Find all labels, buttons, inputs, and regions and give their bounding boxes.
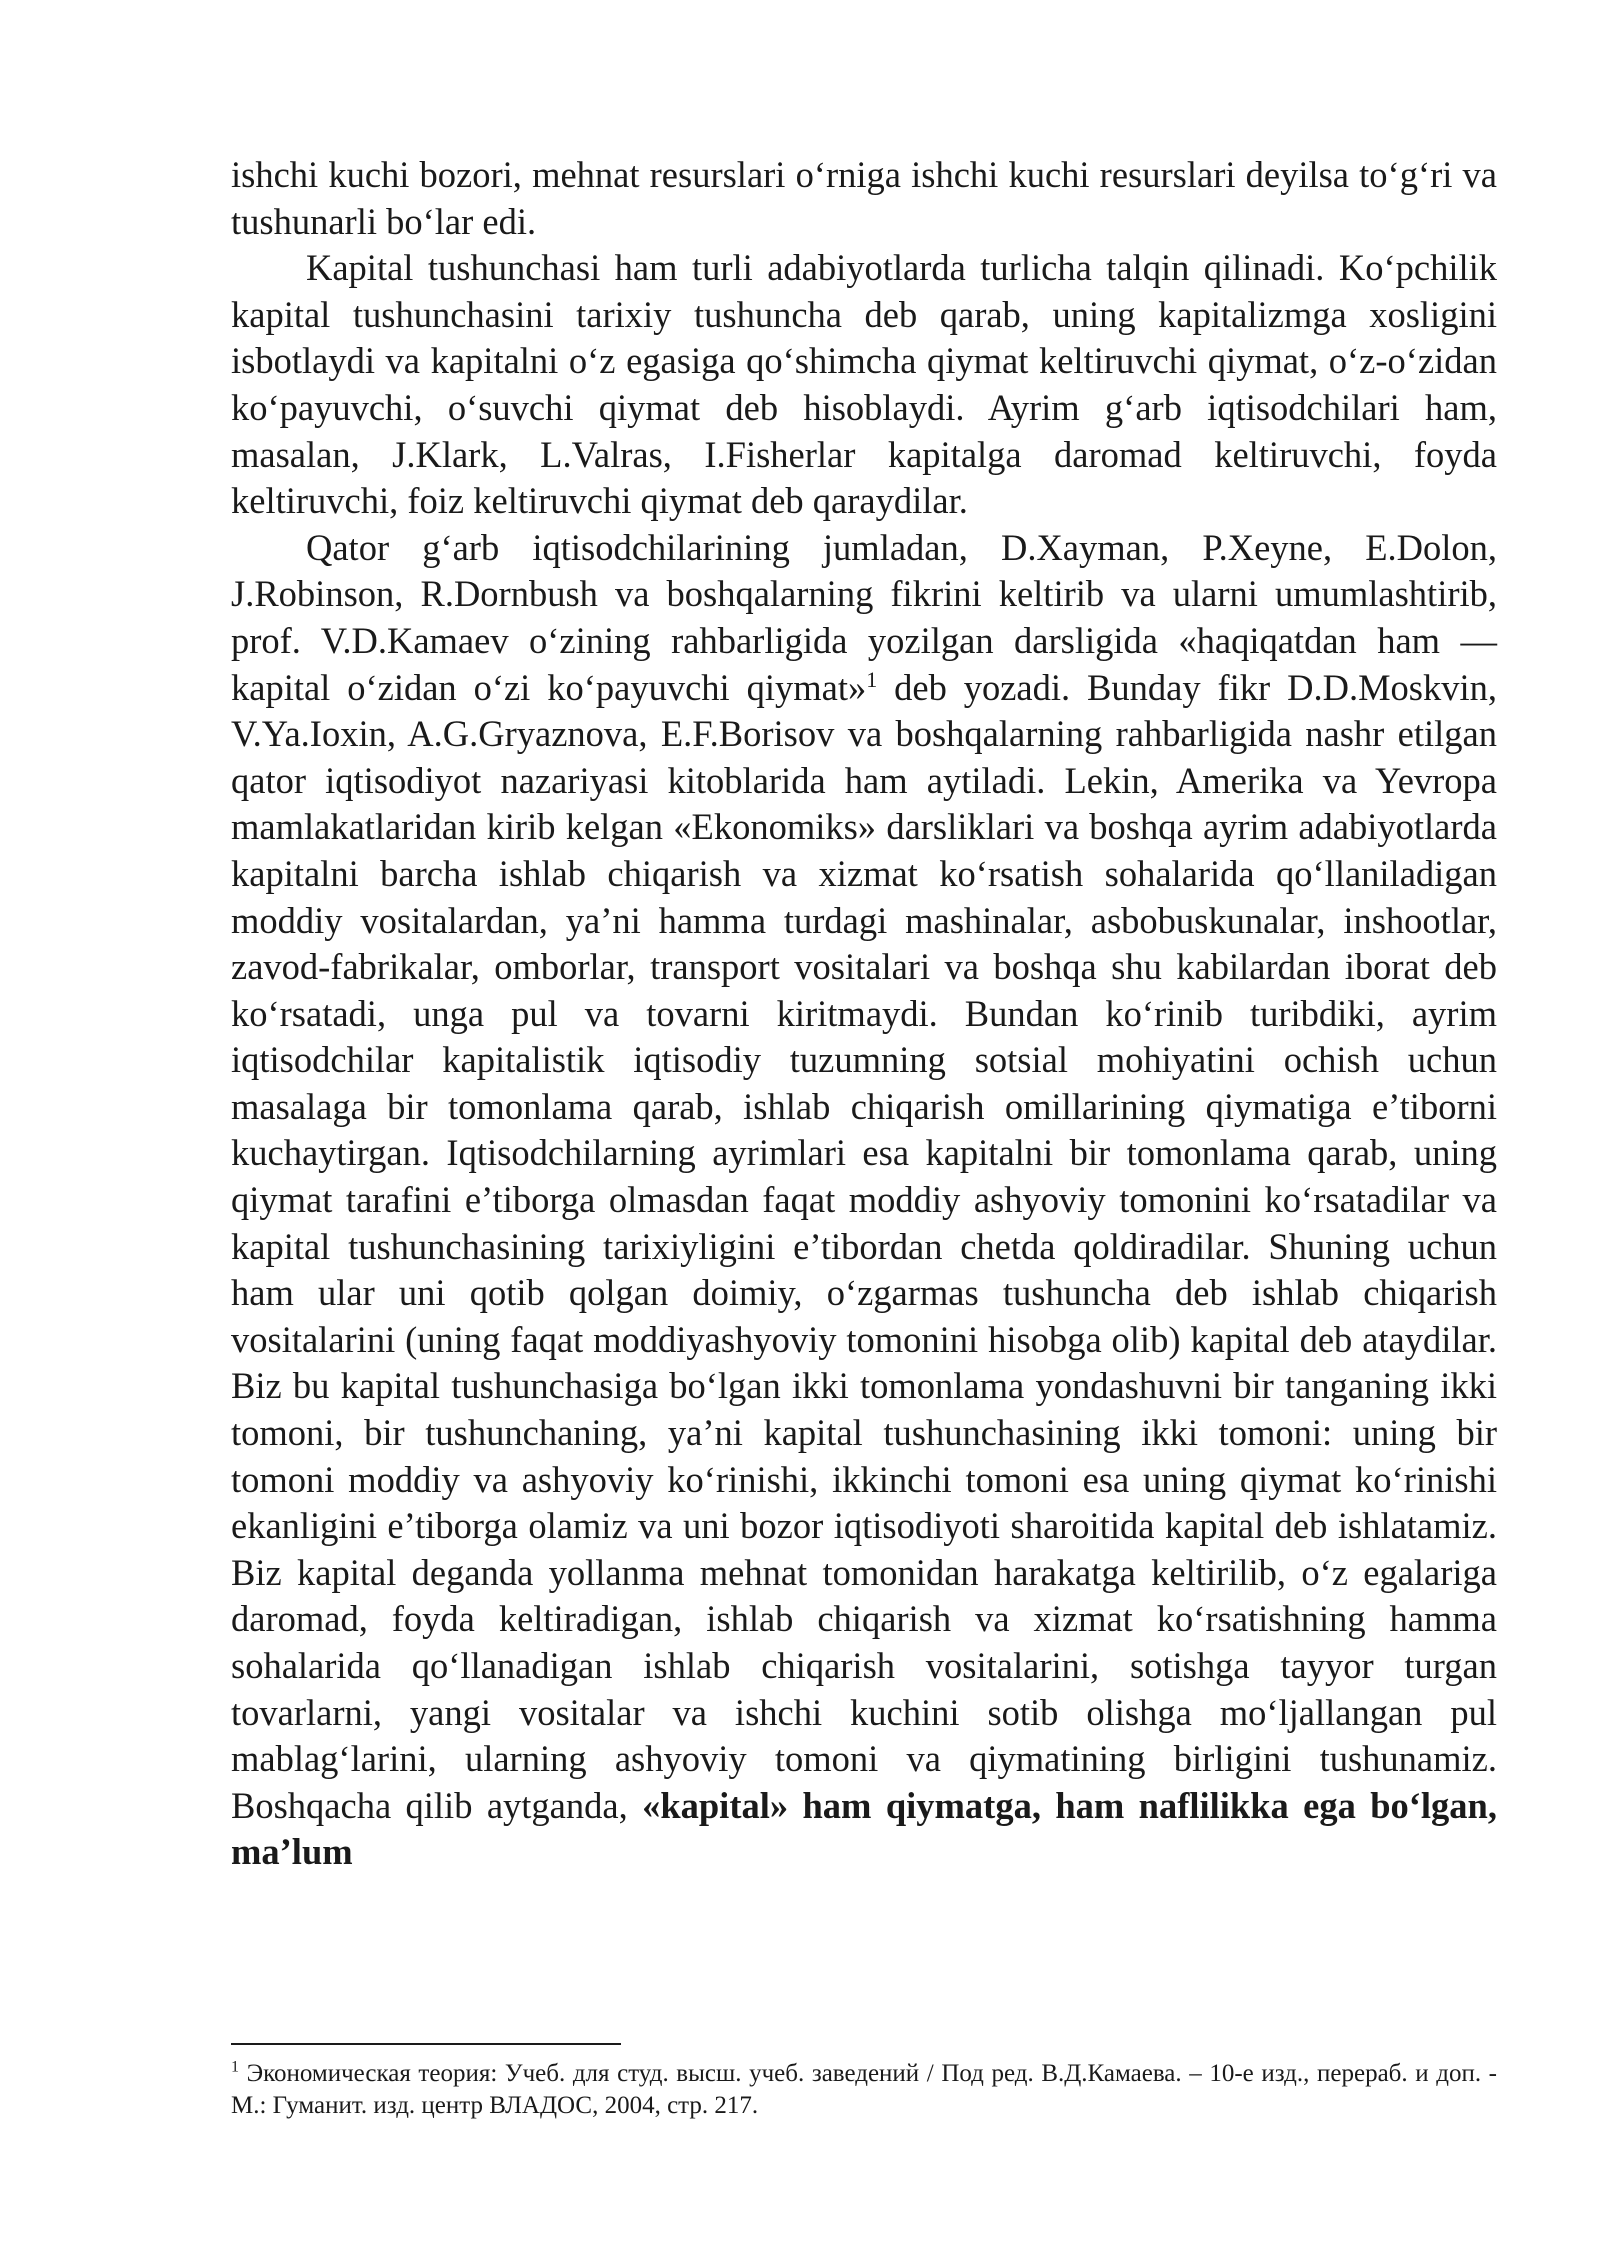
paragraph-2: Kapital tushunchasi ham turli adabiyotlarda turlicha talqin qilinadi. Ko‘pchilik kapital tushunchasini tarixiy tushuncha deb qarab, uning kapitalizmga xosligini isbotlaydi va kapitalni o‘z egasiga qo‘shimcha qiymat keltiruvchi qiymat, o‘z-o‘zidan ko‘payuvchi, o‘suvchi qiymat deb hisoblaydi. Ayrim g‘arb iqtisodchilari ham, masalan, J.Klark, L.Valras, I.Fisherlar kapitalga daromad keltiruvchi, foyda keltiruvchi, foiz keltiruvchi qiymat deb qaraydilar. (231, 247, 1497, 522)
paragraph-3-text-main: deb yozadi. Bunday fikr D.D.Moskvin, V.Ya.Ioxin, A.G.Gryaznova, E.F.Borisov va boshqalarning rahbarligida nashr etilgan qator iqtisodiyot nazariyasi kitoblarida ham aytiladi. Lekin, Amerika va Yevropa mamlakatlaridan kirib kelgan «Ekonomiks» darsliklari va boshqa ayrim adabiyotlarda kapitalni barcha ishlab chiqarish va xizmat ko‘rsatish sohalarida qo‘llaniladigan moddiy vositalardan, ya’ni hamma turdagi mashinalar, asbobuskunalar, inshootlar, zavod-fabrikalar, omborlar, transport vositalari va boshqa shu kabilardan iborat deb ko‘rsatadi, unga pul va tovarni kiritmaydi. Bundan ko‘rinib turibdiki, ayrim iqtisodchilar kapitalistik iqtisodiy tuzumning sotsial mohiyatini ochish uchun masalaga bir tomonlama qarab, ishlab chiqarish omillarining qiymatiga e’tiborni kuchaytirgan. Iqtisodchilarning ayrimlari esa kapitalni bir tomonlama qarab, uning qiymat tarafini e’tiborga olmasdan faqat moddiy ashyoviy tomonini ko‘rsatadilar va kapital tushunchasining tarixiyligini e’tibordan chetda qoldiradilar. Shuning uchun ham ular uni qotib qolgan doimiy, o‘zgarmas tushuncha deb ishlab chiqarish vositalarini (uning faqat moddiyashyoviy tomonini hisobga olib) kapital deb ataydilar. Biz bu kapital tushunchasiga bo‘lgan ikki tomonlama yondashuvni bir tanganing ikki tomoni, bir tushunchaning, ya’ni kapital tushunchasining ikki tomoni: uning bir tomoni moddiy va ashyoviy ko‘rinishi, ikkinchi tomoni esa uning qiymat ko‘rinishi ekanligini e’tiborga olamiz va uni bozor iqtisodiyoti sharoitida kapital deb ishlatamiz. Biz kapital deganda yollanma mehnat tomonidan harakatga keltirilib, o‘z egalariga daromad, foyda keltiradigan, ishlab chiqarish va xizmat ko‘rsatishning hamma sohalarida qo‘llanadigan ishlab chiqarish vositalarini, sotishga tayyor turgan tovarlarni, yangi vositalar va ishchi kuchini sotib olishga mo‘ljallangan pul mablag‘larini, ularning ashyoviy tomoni va qiymatining birligini tushunamiz. Boshqacha qilib aytganda, (231, 666, 1497, 1826)
paragraph-3-text-start: Qator g‘arb iqtisodchilarining jumladan, D.Xayman, P.Xeyne, E.Dolon, J.Robinson, R.Dornbush va boshqalarning fikrini keltirib va ularni umumlashtirib, prof. V.D.Kamaev o‘zining rahbarligida yozilgan darsligida «haqiqatdan ham — kapital o‘zidan o‘zi ko‘payuvchi qiymat» (231, 526, 1497, 708)
paragraph-3 (231, 525, 1497, 1876)
footnote (231, 2058, 1497, 2122)
document-page (231, 152, 1497, 1876)
main-text (231, 152, 1497, 1876)
paragraph-3-bold-definition: «kapital» ham qiymatga, ham naflilikka ega bo‘lgan, ma’lum (231, 1784, 1497, 1873)
footnote-mark: 1 (231, 2058, 239, 2076)
paragraph-1: ishchi kuchi bozori, mehnat resurslari o‘rniga ishchi kuchi resurslari deyilsa to‘g‘ri va tushunarli bo‘lar edi. (231, 154, 1497, 242)
footnote-text: Экономическая теория: Учеб. для студ. высш. учеб. заведений / Под ред. В.Д.Камаева. – 10-е изд., перераб. и доп. - М.: Гуманит. изд. центр ВЛАДОС, 2004, стр. 217. (231, 2060, 1497, 2119)
footnote-reference: 1 (866, 666, 878, 692)
footnote-separator (231, 2043, 621, 2045)
